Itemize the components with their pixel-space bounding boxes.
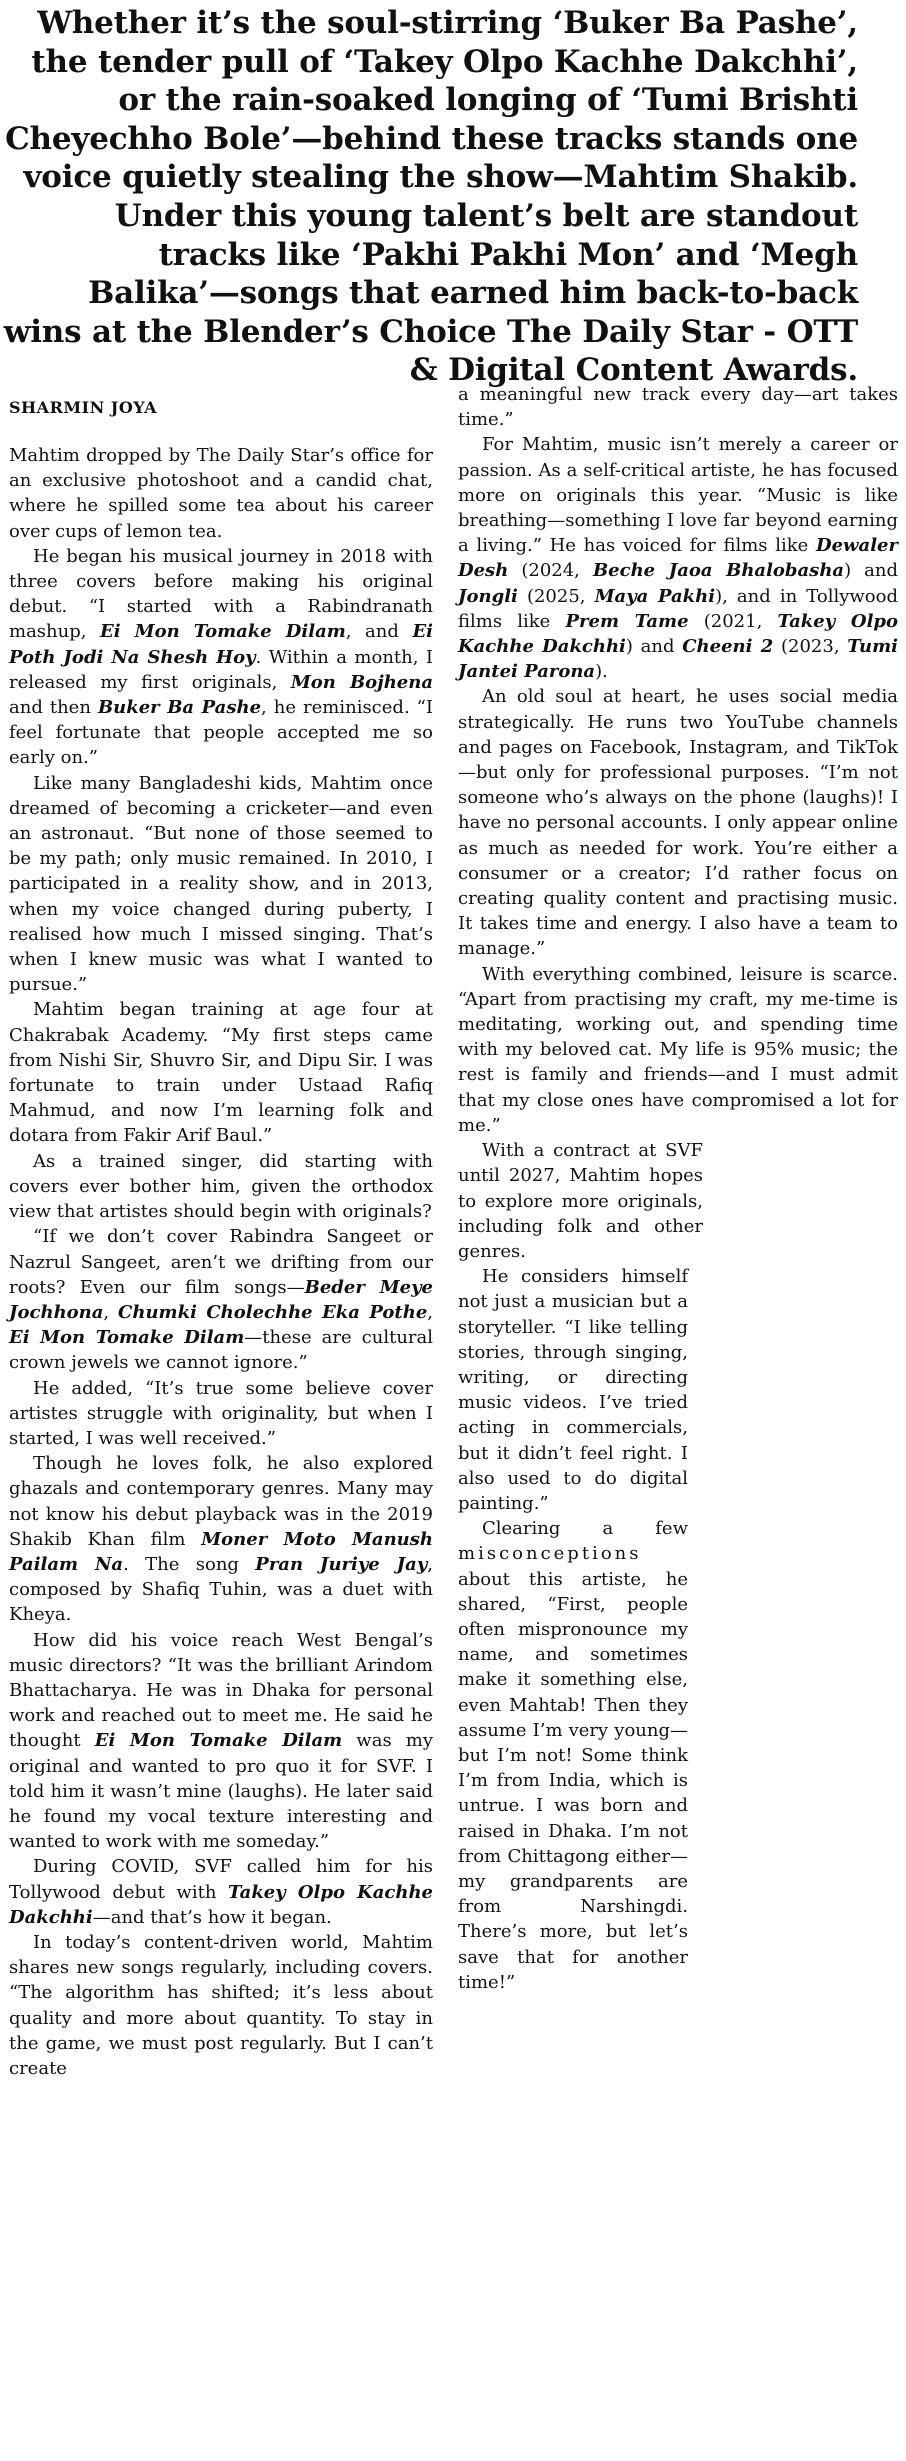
song-title: Chumki Cholechhe Eka Pothe (118, 1301, 428, 1323)
film-title: Moner Moto Manush Pailam Na (9, 1528, 433, 1575)
paragraph: Clearing a few misconceptions about this artiste, he shared, “First, people often mispronounce my name, and sometimes make it something else, even Mahtab! Then they assume I’m very young—but I’m not! Some think I’m from India, which is untrue. I was born and raised in Dhaka. I’m not from Chittagong either—my grandparents are from Narshingdi. There’s more, but let’s save that for another time!” (458, 1518, 688, 1993)
paragraph: As a trained singer, did starting with covers ever bother him, given the orthodox view that artistes should begin with originals? (9, 1150, 433, 1223)
song-title: Mon Bojhena (290, 671, 433, 693)
paragraph: With everything combined, leisure is scarce. “Apart from practising my craft, my me-time is meditating, working out, and spending time with my beloved cat. My life is 95% music; the rest is family and friends—and I must admit that my close ones have compromised a lot for me.” (458, 963, 898, 1136)
paragraph: With a contract at SVF until 2027, Mahtim hopes to explore more originals, including folk and other genres. (458, 1140, 703, 1262)
paragraph: He added, “It’s true some believe cover artistes struggle with originality, but when I started, I was well received.” (9, 1377, 433, 1449)
paragraph: He began his musical journey in 2018 with three covers before making his original debut. “I started with a Rabindranath mashup, Ei Mon Tomake Dilam, and Ei Poth Jodi Na Shesh Hoy. Within a month, I released my first originals, Mon Bojhena and then Buker Ba Pashe, he reminisced. “I feel fortunate that people accepted me so early on.” (9, 545, 433, 769)
song-title: Maya Pakhi (594, 585, 716, 607)
paragraph: During COVID, SVF called him for his Tollywood debut with Takey Olpo Kachhe Dakchhi—and that’s how it began. (9, 1856, 433, 1928)
song-title: Ei Mon Tomake Dilam (94, 1730, 343, 1752)
paragraph: “If we don’t cover Rabindra Sangeet or Nazrul Sangeet, aren’t we drifting from our roots? Even our film songs—Beder Meye Jochhona, Chumki Cholechhe Eka Pothe, Ei Mon Tomake Dilam—these are cultural crown jewels we cannot ignore.” (9, 1226, 434, 1374)
paragraph: An old soul at heart, he uses social media strategically. He runs two YouTube channels and pages on Facebook, Instagram, and TikTok—but only for professional purposes. “I’m not someone who’s always on the phone (laughs)! I have no personal accounts. I only appear online as much as needed for work. You’re either a consumer or a creator; I’d rather focus on creating quality content and practising music. It takes time and energy. I also have a team to manage.” (458, 686, 898, 960)
paragraph: For Mahtim, music isn’t merely a career or passion. As a self-critical artiste, he has focused more on originals this year. “Music is like breathing—something I love far beyond earning a living.” He has voiced for films like Dewaler Desh (2024, Beche Jaoa Bhalobasha) and Jongli (2025, Maya Pakhi), and in Tollywood films like Prem Tame (2021, Takey Olpo Kachhe Dakchhi) and Cheeni 2 (2023, Tumi Jantei Parona). (458, 434, 899, 683)
film-title: Takey Olpo Kachhe Dakchhi (9, 1881, 433, 1928)
paragraph: Mahtim dropped by The Daily Star’s office for an exclusive photoshoot and a candid chat, where he spilled some tea about his career over cups of lemon tea. (9, 445, 433, 542)
song-title: Buker Ba Pashe (97, 697, 262, 719)
paragraph: Like many Bangladeshi kids, Mahtim once dreamed of becoming a cricketer—and even an astronaut. “But none of those seemed to be my path; only music remained. In 2010, I participated in a reality show, and in 2013, when my voice changed during puberty, I realised how much I missed singing. That’s when I knew music was what I wanted to pursue.” (9, 772, 433, 996)
headline: Whether it’s the soul-stirring ‘Buker Ba Pashe’, the tender pull of ‘Takey Olpo Kachhe Dakchhi’, or the rain-soaked longing of ‘Tumi Brishti Cheyechho Bole’—behind these tracks stands one voice quietly stealing the show—Mahtim Shakib. Under this young talent’s belt are standout tracks like ‘Pakhi Pakhi Mon’ and ‘Megh Balika’—songs that earned him back-to-back wins at the Blender’s Choice The Daily Star - OTT & Digital Content Awards. (3, 5, 858, 389)
film-title: Prem Tame (565, 610, 689, 632)
byline: SHARMIN JOYA (9, 398, 158, 417)
song-title: Beche Jaoa Bhalobasha (592, 560, 845, 582)
paragraph: In today’s content-driven world, Mahtim shares new songs regularly, including covers. “The algorithm has shifted; it’s less about quality and more about quantity. To stay in the game, we must post regularly. But I can’t create (9, 1931, 433, 2079)
article-column-right (458, 382, 898, 1995)
article-column-left (9, 443, 433, 2081)
film-title: Jongli (458, 585, 518, 607)
song-title: Ei Mon Tomake Dilam (100, 621, 346, 643)
song-title: Ei Poth Jodi Na Shesh Hoy (9, 621, 433, 668)
song-title: Ei Mon Tomake Dilam (9, 1327, 245, 1349)
paragraph: How did his voice reach West Bengal’s music directors? “It was the brilliant Arindom Bhattacharya. He was in Dhaka for personal work and reached out to meet me. He said he thought Ei Mon Tomake Dilam was my original and wanted to pro quo it for SVF. I told him it wasn’t mine (laughs). He later said he found my vocal texture interesting and wanted to work with me someday.” (9, 1629, 434, 1853)
song-title: Takey Olpo Kachhe Dakchhi (458, 610, 899, 658)
paragraph: Mahtim began training at age four at Chakrabak Academy. “My first steps came from Nishi Sir, Shuvro Sir, and Dipu Sir. I was fortunate to train under Ustaad Rafiq Mahmud, and now I’m learning folk and dotara from Fakir Arif Baul.” (9, 999, 433, 1147)
film-title: Cheeni 2 (682, 636, 774, 658)
song-title: Pran Juriye Jay (255, 1553, 428, 1575)
paragraph: He considers himself not just a musician but a storyteller. “I like telling stories, through singing, writing, or directing music videos. I’ve tried acting in commercials, but it didn’t feel right. I also used to do digital painting.” (458, 1266, 688, 1514)
song-title: Tumi Jantei Parona (458, 636, 898, 683)
song-title: Beder Meye Jochhona (9, 1276, 433, 1323)
paragraph: a meaningful new track every day—art takes time.” (458, 384, 898, 431)
film-title: Dewaler Desh (458, 535, 898, 582)
paragraph: Though he loves folk, he also explored ghazals and contemporary genres. Many may not know his debut playback was in the 2019 Shakib Khan film Moner Moto Manush Pailam Na. The song Pran Juriye Jay, composed by Shafiq Tuhin, was a duet with Kheya. (9, 1453, 434, 1626)
